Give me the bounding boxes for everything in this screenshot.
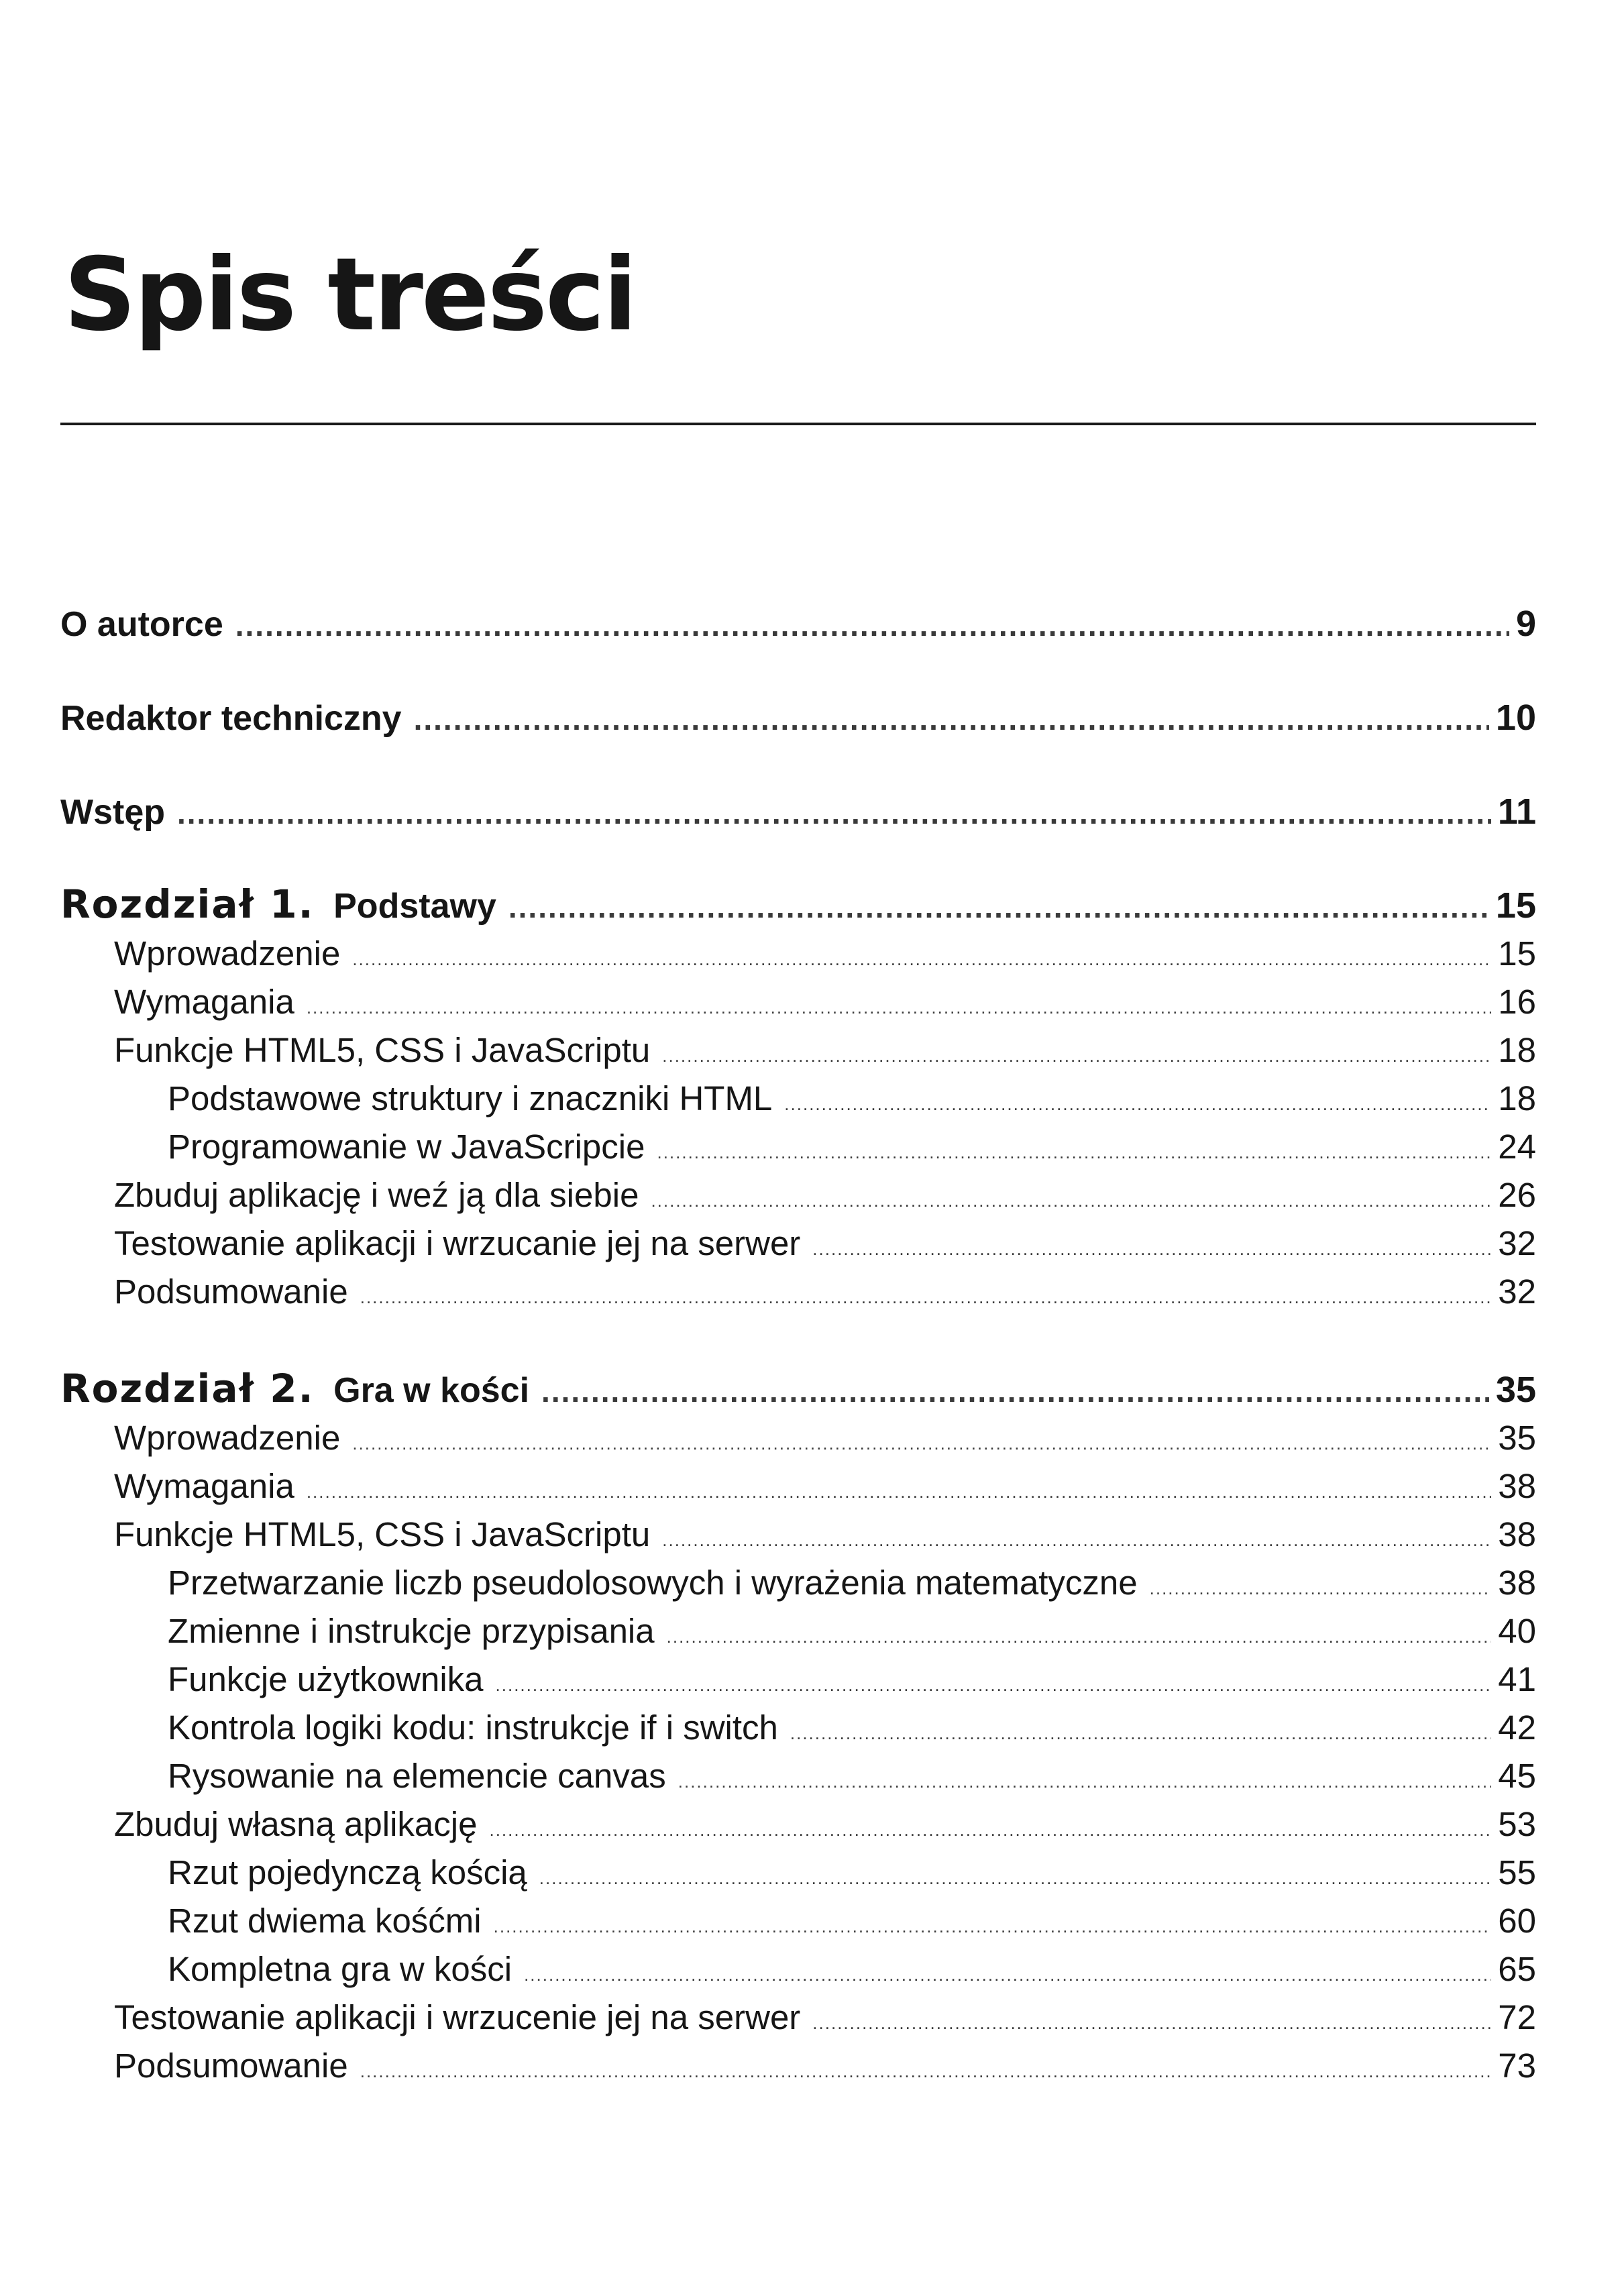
dot-leader (678, 1757, 1492, 1806)
toc-entry-label: Funkcje HTML5, CSS i JavaScriptu (114, 1515, 651, 1553)
toc-entry[interactable] (60, 1414, 1536, 1462)
toc-entry-label: Zmienne i instrukcje przypisania (168, 1612, 655, 1650)
toc-entry-label: Wstęp (60, 793, 165, 832)
toc-entry-label: Podstawowe struktury i znaczniki HTML (168, 1079, 773, 1117)
title-divider (60, 423, 1536, 425)
toc-entry-page: 72 (1498, 1998, 1536, 2036)
dot-leader (657, 1128, 1491, 1177)
toc-entry[interactable] (60, 1219, 1536, 1268)
toc-entry-technical-editor[interactable] (60, 691, 1536, 785)
toc-entry[interactable] (60, 1171, 1536, 1219)
toc-entry[interactable] (60, 1462, 1536, 1511)
toc-entry-label: Rzut dwiema kośćmi (168, 1902, 482, 1940)
toc-entry-label: Programowanie w JavaScripcie (168, 1128, 645, 1166)
toc-entry[interactable] (60, 930, 1536, 978)
toc-entry-label: Wymagania (114, 1467, 294, 1505)
dot-leader (541, 1366, 1489, 1417)
toc-entry-page: 32 (1498, 1272, 1536, 1311)
toc-subentry[interactable] (60, 1849, 1536, 1897)
toc-entry-page: 26 (1498, 1176, 1536, 1214)
toc-entry-label: Kontrola logiki kodu: instrukcje if i switch (168, 1708, 778, 1747)
toc-subentry[interactable] (60, 1075, 1536, 1123)
toc-entry-page: 16 (1498, 983, 1536, 1021)
toc-entry-label: Wprowadzenie (114, 1419, 341, 1457)
toc-chapter-1[interactable] (60, 879, 1536, 930)
dot-leader (352, 1419, 1491, 1468)
toc-subentry[interactable] (60, 1704, 1536, 1752)
toc-entry-page: 41 (1498, 1660, 1536, 1698)
toc-entry-page: 42 (1498, 1708, 1536, 1747)
dot-leader (662, 1516, 1491, 1564)
toc-entry-label: Podsumowanie (114, 2046, 348, 2085)
toc-entry-page: 15 (1495, 885, 1536, 926)
dot-leader (496, 1661, 1492, 1709)
dot-leader (812, 1225, 1491, 1273)
toc-entry-page: 65 (1498, 1950, 1536, 1988)
dot-leader (1150, 1564, 1492, 1612)
toc-entry[interactable] (60, 1026, 1536, 1075)
toc-entry[interactable] (60, 2042, 1536, 2090)
toc-entry[interactable] (60, 1800, 1536, 1849)
dot-leader (651, 1177, 1491, 1225)
dot-leader (667, 1612, 1492, 1661)
dot-leader (662, 1032, 1491, 1080)
toc-entry[interactable] (60, 1993, 1536, 2042)
dot-leader (508, 881, 1489, 932)
dot-leader (790, 1709, 1491, 1757)
toc-entry-label: Redaktor techniczny (60, 699, 402, 738)
dot-leader (307, 1468, 1491, 1516)
chapter-number: Rozdział 2. (60, 1366, 315, 1411)
toc-entry-label: Testowanie aplikacji i wrzucenie jej na serwer (114, 1998, 801, 2036)
page-title: Spis treści (64, 237, 636, 353)
toc-entry-label: Wymagania (114, 983, 294, 1021)
dot-leader (524, 1951, 1491, 1999)
dot-leader (307, 983, 1491, 1032)
dot-leader (784, 1080, 1491, 1128)
toc-entry-label: Wprowadzenie (114, 934, 341, 973)
toc-chapter-2[interactable] (60, 1363, 1536, 1414)
dot-leader (360, 2047, 1492, 2095)
toc-entry-label: Przetwarzanie liczb pseudolosowych i wyrażenia matematyczne (168, 1564, 1138, 1602)
toc-entry-page: 38 (1498, 1564, 1536, 1602)
dot-leader (539, 1854, 1491, 1902)
toc-entry-page: 9 (1515, 604, 1536, 644)
toc-entry-page: 35 (1495, 1370, 1536, 1410)
toc-entry-label: Testowanie aplikacji i wrzucanie jej na serwer (114, 1224, 801, 1262)
toc-entry-page: 10 (1495, 698, 1536, 738)
toc-subentry[interactable] (60, 1123, 1536, 1171)
toc-entry-page: 73 (1498, 2046, 1536, 2085)
toc-subentry[interactable] (60, 1752, 1536, 1800)
dot-leader (352, 935, 1491, 983)
toc-entry-page: 11 (1497, 791, 1536, 832)
toc-entry-page: 53 (1498, 1805, 1536, 1843)
toc-entry-page: 40 (1498, 1612, 1536, 1650)
toc-entry-page: 55 (1498, 1853, 1536, 1892)
dot-leader (177, 786, 1491, 840)
dot-leader (414, 692, 1489, 746)
dot-leader (360, 1273, 1492, 1321)
chapter-title: Podstawy (333, 887, 496, 926)
table-of-contents (60, 597, 1536, 2090)
toc-entry-label: O autorce (60, 605, 223, 644)
toc-entry-label: Kompletna gra w kości (168, 1950, 512, 1988)
chapter-title: Gra w kości (333, 1371, 530, 1410)
toc-subentry[interactable] (60, 1655, 1536, 1704)
toc-entry-label: Zbuduj własną aplikację (114, 1805, 478, 1843)
toc-entry-page: 15 (1498, 934, 1536, 973)
toc-subentry[interactable] (60, 1897, 1536, 1945)
toc-entry-page: 32 (1498, 1224, 1536, 1262)
dot-leader (489, 1806, 1491, 1854)
toc-entry-page: 38 (1498, 1515, 1536, 1553)
toc-entry-introduction[interactable] (60, 785, 1536, 879)
toc-entry-label: Rzut pojedynczą kością (168, 1853, 527, 1892)
toc-entry-label: Podsumowanie (114, 1272, 348, 1311)
toc-subentry[interactable] (60, 1607, 1536, 1655)
toc-entry-label: Funkcje HTML5, CSS i JavaScriptu (114, 1031, 651, 1069)
toc-entry-label: Zbuduj aplikację i weź ją dla siebie (114, 1176, 639, 1214)
toc-entry-page: 24 (1498, 1128, 1536, 1166)
dot-leader (494, 1902, 1492, 1951)
toc-entry-label: Rysowanie na elemencie canvas (168, 1757, 666, 1795)
chapter-number: Rozdział 1. (60, 881, 315, 927)
toc-entry-label: Funkcje użytkownika (168, 1660, 484, 1698)
toc-entry-page: 60 (1498, 1902, 1536, 1940)
toc-entry-page: 38 (1498, 1467, 1536, 1505)
toc-entry-page: 18 (1498, 1079, 1536, 1117)
dot-leader (235, 598, 1509, 652)
toc-entry-about-author[interactable] (60, 597, 1536, 691)
toc-entry-page: 45 (1498, 1757, 1536, 1795)
toc-subentry[interactable] (60, 1559, 1536, 1607)
toc-entry-page: 18 (1498, 1031, 1536, 1069)
toc-entry[interactable] (60, 1268, 1536, 1316)
dot-leader (812, 1999, 1491, 2047)
toc-entry[interactable] (60, 978, 1536, 1026)
toc-entry[interactable] (60, 1511, 1536, 1559)
toc-subentry[interactable] (60, 1945, 1536, 1993)
chapter-spacer (60, 1316, 1536, 1363)
toc-entry-page: 35 (1498, 1419, 1536, 1457)
